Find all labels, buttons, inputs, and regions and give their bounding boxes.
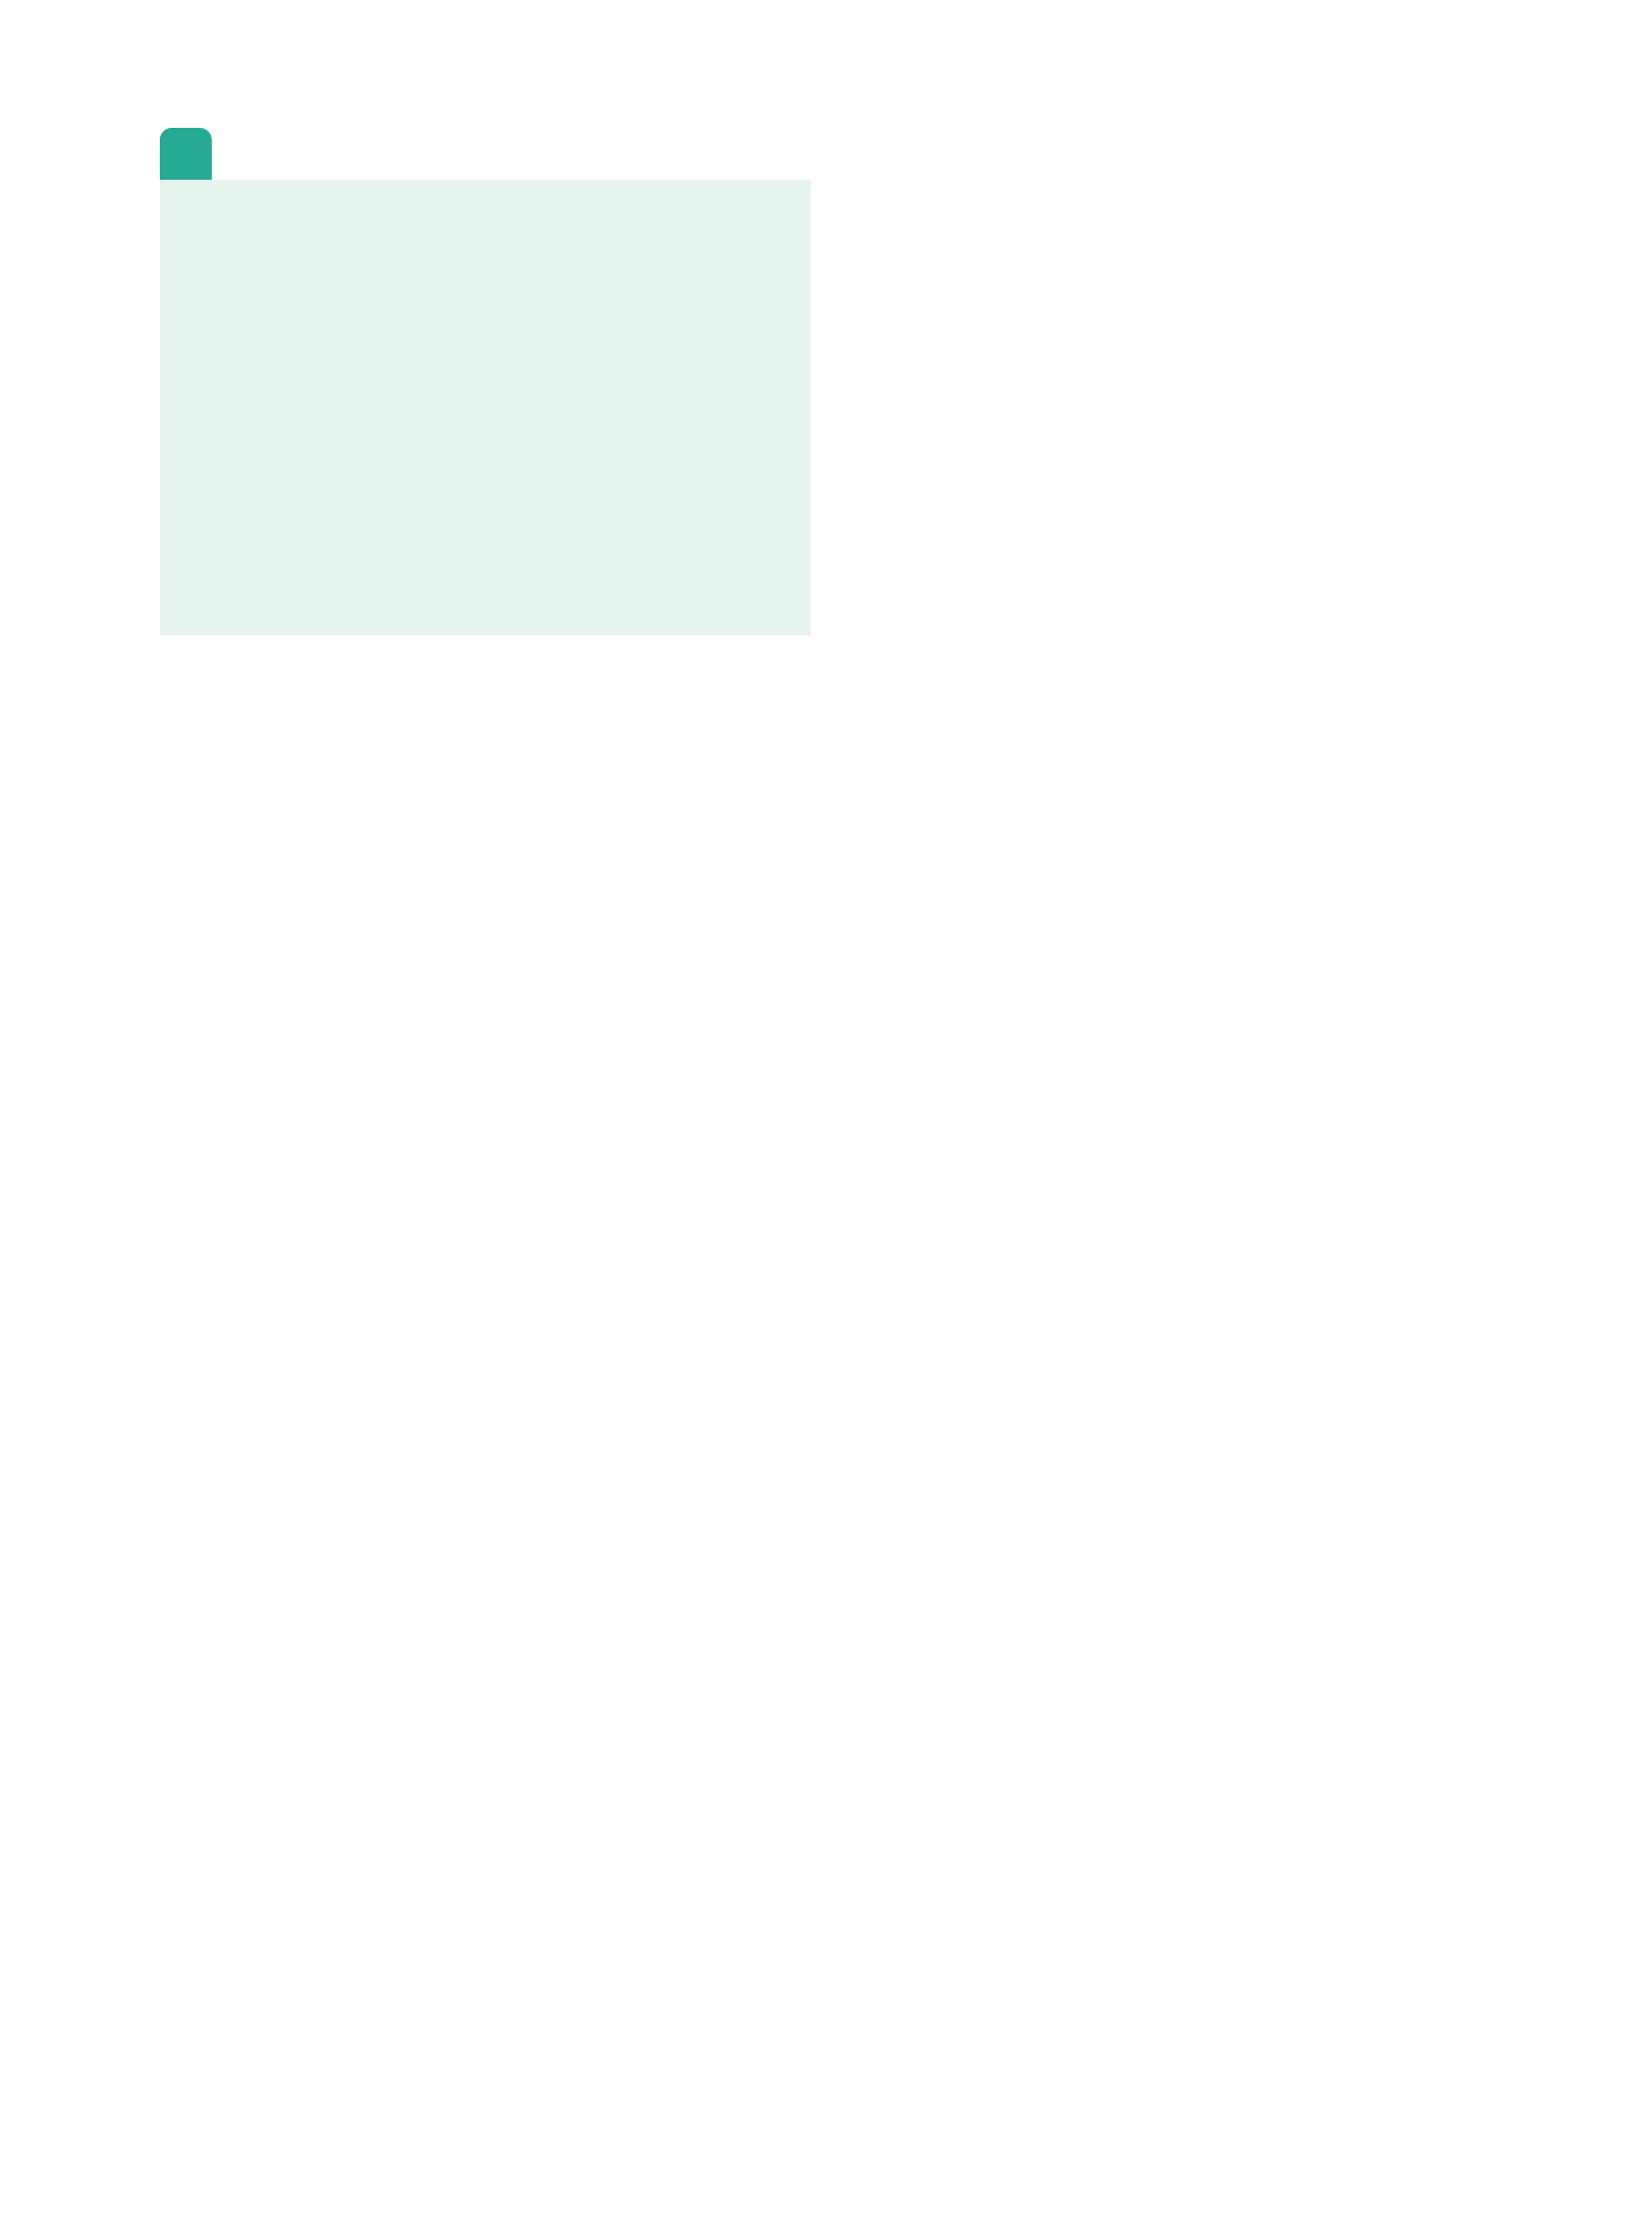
answer-item xyxy=(352,366,366,407)
answer-row xyxy=(184,449,787,491)
answer-row xyxy=(184,407,787,449)
answer-item xyxy=(184,491,198,533)
answer-item xyxy=(687,198,701,240)
answer-item xyxy=(184,282,198,324)
answer-row xyxy=(184,366,787,407)
answer-row xyxy=(184,324,787,366)
answer-item xyxy=(519,449,533,491)
answer-row xyxy=(184,491,787,533)
answer-item xyxy=(519,407,533,449)
answer-item xyxy=(184,324,198,366)
explanation-item xyxy=(160,1318,811,1359)
answer-item xyxy=(687,449,701,491)
answer-box xyxy=(160,180,811,635)
answer-row xyxy=(184,282,787,324)
answer-row xyxy=(184,240,787,282)
answer-item xyxy=(352,449,366,491)
answer-item xyxy=(352,198,366,240)
section-title xyxy=(160,128,212,180)
page-footer xyxy=(1556,2115,1564,2151)
answer-item xyxy=(687,240,701,282)
answer-item xyxy=(519,366,533,407)
answer-item xyxy=(184,240,198,282)
answer-section-header xyxy=(160,128,811,180)
answer-item xyxy=(184,407,198,449)
answer-23 xyxy=(184,533,787,575)
answer-row xyxy=(184,198,787,240)
answer-item xyxy=(184,198,198,240)
answer-item xyxy=(687,366,701,407)
answer-item xyxy=(519,198,533,240)
answer-item xyxy=(184,449,198,491)
answer-item xyxy=(352,240,366,282)
answer-item xyxy=(184,366,198,407)
answer-item xyxy=(519,240,533,282)
answer-item xyxy=(687,324,701,366)
explanation-item xyxy=(160,1771,811,2230)
